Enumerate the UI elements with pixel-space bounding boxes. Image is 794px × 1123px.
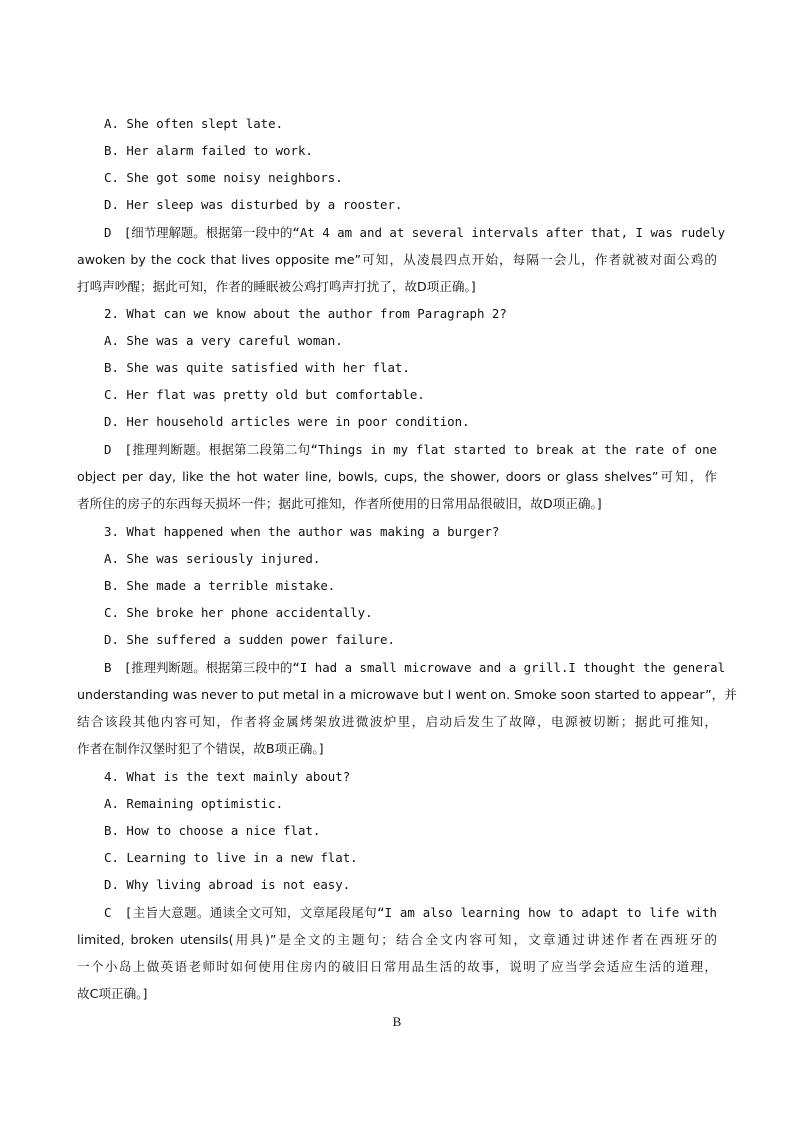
q3-option-d: D. She suffered a sudden power failure. <box>104 632 395 647</box>
q4-explanation-line-1: C [主旨大意题。通读全文可知，文章尾段尾句“I am also learning how to adapt to life with <box>104 905 717 920</box>
q2-option-a: A. She was a very careful woman. <box>104 333 343 348</box>
q3-explanation-line-3: 结合该段其他内容可知，作者将金属烤架放进微波炉里，启动后发生了故障，电源被切断；据此可推知， <box>77 714 717 729</box>
q4-explanation-line-2: limited, broken utensils(用具)”是全文的主题句；结合全文内容可知，文章通过讲述作者在西班牙的 <box>77 932 717 947</box>
q3-explanation-line-2: understanding was never to put metal in a microwave but I went on. Smoke soon started to appear”，并 <box>77 687 737 702</box>
q3-option-c: C. She broke her phone accidentally. <box>104 605 373 620</box>
q2-explanation-line-1: D [推理判断题。根据第二段第二句“Things in my flat started to break at the rate of one <box>104 442 717 457</box>
q1-option-b: B. Her alarm failed to work. <box>104 143 313 158</box>
q4-question: 4. What is the text mainly about? <box>104 769 351 784</box>
q1-option-d: D. Her sleep was disturbed by a rooster. <box>104 197 403 212</box>
q4-option-b: B. How to choose a nice flat. <box>104 823 321 838</box>
q2-option-c: C. Her flat was pretty old but comfortable. <box>104 387 425 402</box>
q1-explanation-line-2: awoken by the cock that lives opposite me”可知，从凌晨四点开始，每隔一会儿，作者就被对面公鸡的 <box>77 252 717 267</box>
section-letter: B <box>392 1014 402 1029</box>
q4-option-a: A. Remaining optimistic. <box>104 796 284 811</box>
q1-option-c: C. She got some noisy neighbors. <box>104 170 343 185</box>
q1-explanation-line-1: D [细节理解题。根据第一段中的“At 4 am and at several intervals after that, I was rudely <box>104 225 726 240</box>
q3-question: 3. What happened when the author was making a burger? <box>104 524 500 539</box>
q2-explanation-line-2: object per day, like the hot water line, bowls, cups, the shower, doors or glass shelves”可知，作 <box>77 469 717 484</box>
q2-question: 2. What can we know about the author from Paragraph 2? <box>104 306 507 321</box>
q4-option-d: D. Why living abroad is not easy. <box>104 877 351 892</box>
q3-explanation-line-1: B [推理判断题。根据第三段中的“I had a small microwave and a grill.I thought the general <box>104 660 726 675</box>
q3-option-b: B. She made a terrible mistake. <box>104 578 336 593</box>
q3-option-a: A. She was seriously injured. <box>104 551 321 566</box>
q1-explanation-line-3: 打鸣声吵醒；据此可知，作者的睡眠被公鸡打鸣声打扰了，故D项正确。] <box>77 279 476 294</box>
q4-option-c: C. Learning to live in a new flat. <box>104 850 358 865</box>
q4-explanation-line-4: 故C项正确。] <box>77 986 148 1001</box>
q4-explanation-line-3: 一个小岛上做英语老师时如何使用住房内的破旧日常用品生活的故事，说明了应当学会适应生活的道理， <box>77 959 717 974</box>
q2-explanation-line-3: 者所住的房子的东西每天损坏一件；据此可推知，作者所使用的日常用品很破旧，故D项正确。] <box>77 496 602 511</box>
q3-explanation-line-4: 作者在制作汉堡时犯了个错误，故B项正确。] <box>77 741 324 756</box>
q1-option-a: A. She often slept late. <box>104 116 284 131</box>
q2-option-d: D. Her household articles were in poor condition. <box>104 414 470 429</box>
q2-option-b: B. She was quite satisfied with her flat. <box>104 360 410 375</box>
